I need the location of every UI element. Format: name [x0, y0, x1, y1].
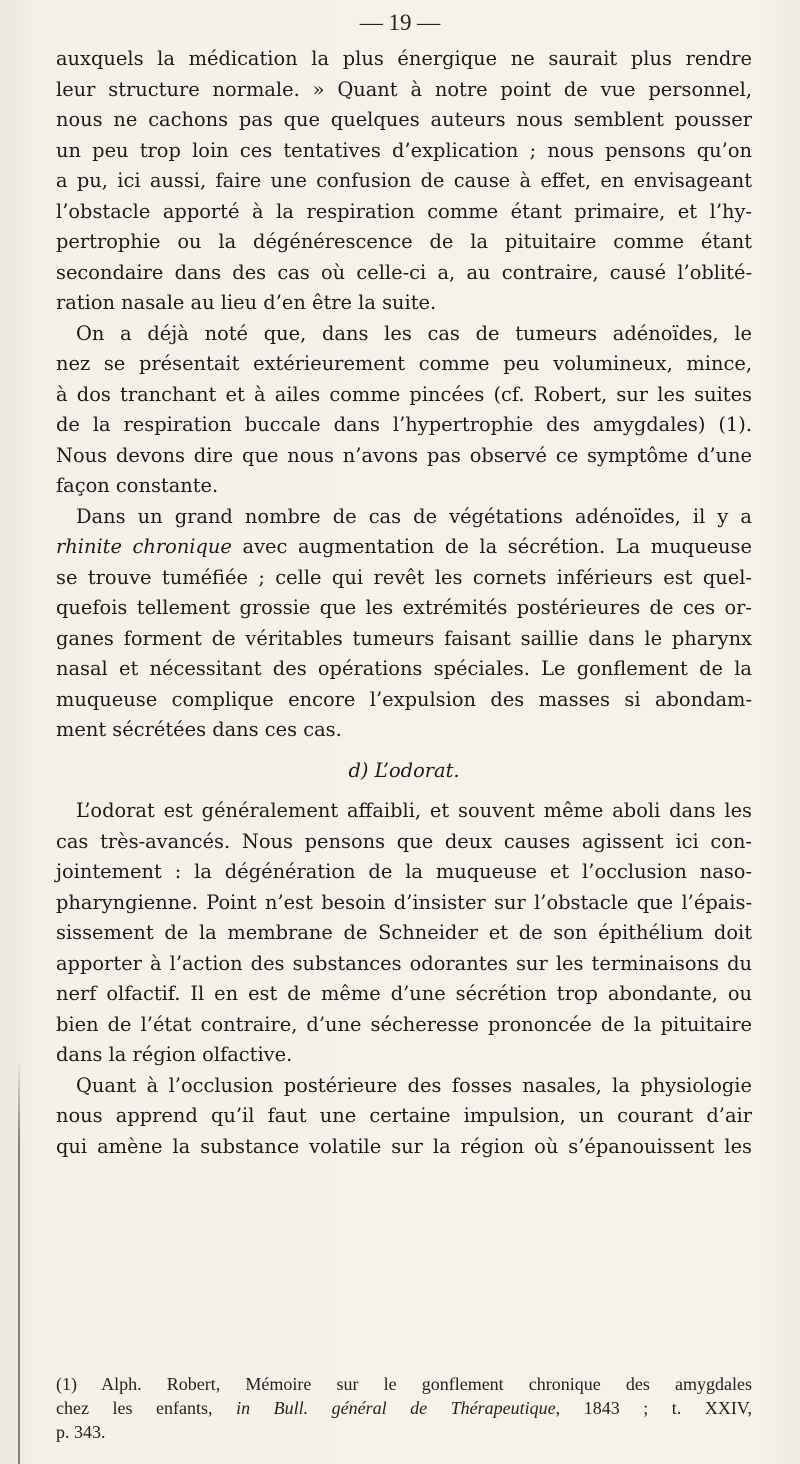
italic-citation: in Bull. général de Thérapeutique	[236, 1398, 556, 1418]
text-line: L’odorat est généralement affaibli, et souvent même aboli dans les	[76, 799, 752, 822]
text-line: dans la région olfactive.	[56, 1043, 293, 1066]
text-line: à dos tranchant et à ailes comme pincées (cf. Robert, sur les suites	[56, 382, 752, 406]
text-line: un peu trop loin ces tentatives d’explication ; nous pensons qu’on	[56, 138, 752, 162]
text-line: secondaire dans des cas où celle-ci a, au contraire, causé l’oblité-	[56, 260, 752, 284]
text-line: bien de l’état contraire, d’une sécheresse prononcée de la pituitaire	[56, 1012, 752, 1036]
text-run: chez les enfants,	[56, 1398, 237, 1418]
text-line: nous ne cachons pas que quelques auteurs nous semblent pousser	[56, 108, 752, 131]
text-line: ration nasale au lieu d’en être la suite.	[56, 291, 437, 314]
text-line: nasal et nécessitant des opérations spéciales. Le gonflement de la	[56, 657, 752, 680]
text-line: quefois tellement grossie que les extrémités postérieures de ces or-	[56, 596, 752, 619]
text-line: sissement de la membrane de Schneider et de son épithélium doit	[56, 921, 752, 944]
text-line: jointement : la dégénération de la muqueuse et l’occlusion naso-	[56, 860, 752, 883]
text-line: nerf olfactif. Il en est de même d’une sécrétion trop abondante, ou	[56, 982, 752, 1005]
text-line: nous apprend qu’il faut une certaine impulsion, un courant d’air	[56, 1104, 752, 1127]
paragraph-3	[56, 502, 752, 746]
text-line: leur structure normale. » Quant à notre point de vue personnel,	[56, 77, 752, 101]
footnote-line: p. 343.	[56, 1422, 106, 1442]
italic-term: rhinite chronique	[56, 535, 232, 558]
margin-rule	[18, 1060, 20, 1464]
text-line: nez se présentait extérieurement comme peu volumineux, mince,	[56, 352, 752, 375]
text-line: a pu, ici aussi, faire une confusion de cause à effet, en envisageant	[56, 169, 752, 192]
text-line: Quant à l’occlusion postérieure des fosses nasales, la physiologie	[76, 1073, 752, 1097]
text-line: cas très-avancés. Nous pensons que deux causes agissent ici con-	[56, 829, 752, 853]
text-line: Nous devons dire que nous n’avons pas observé ce symptôme d’une	[56, 443, 752, 467]
text-line: Dans un grand nombre de cas de végétations adénoïdes, il y a	[76, 504, 752, 528]
body-text	[56, 44, 752, 1162]
text-line: apporter à l’action des substances odorantes sur les terminaisons du	[56, 951, 752, 975]
footnote-line: (1) Alph. Robert, Mémoire sur le gonflement chronique des amygdales	[56, 1374, 752, 1394]
text-line: On a déjà noté que, dans les cas de tumeurs adénoïdes, le	[76, 321, 752, 345]
footnote	[56, 1372, 752, 1444]
text-line: qui amène la substance volatile sur la région où s’épanouissent les	[56, 1134, 752, 1158]
paragraph-2	[56, 319, 752, 502]
text-line: ment sécrétées dans ces cas.	[56, 718, 342, 741]
paragraph-5	[56, 1071, 752, 1163]
text-run: avec augmentation de la sécrétion. La muqueuse	[231, 535, 752, 558]
text-line: se trouve tuméfiée ; celle qui revêt les cornets inférieurs est quel-	[56, 565, 752, 589]
text-line: pertrophie ou la dégénérescence de la pituitaire comme étant	[56, 230, 752, 253]
text-line: ganes forment de véritables tumeurs faisant saillie dans le pharynx	[56, 626, 752, 650]
text-line: muqueuse complique encore l’expulsion des masses si abondam-	[56, 687, 752, 711]
text-line: de la respiration buccale dans l’hypertrophie des amygdales) (1).	[56, 413, 752, 436]
footnote-line	[56, 1396, 752, 1420]
text-line: auxquels la médication la plus énergique ne saurait plus rendre	[56, 47, 752, 70]
text-line: pharyngienne. Point n’est besoin d’insister sur l’obstacle que l’épais-	[56, 890, 752, 914]
text-run: , 1843 ; t. XXIV,	[555, 1398, 752, 1418]
paragraph-4	[56, 796, 752, 1071]
page-number: — 19 —	[359, 10, 441, 35]
text-line: façon constante.	[56, 474, 219, 497]
text-line: l’obstacle apporté à la respiration comme étant primaire, et l’hy-	[56, 199, 752, 223]
text-line	[56, 532, 752, 563]
paragraph-1	[56, 44, 752, 319]
section-heading: d) L’odorat.	[348, 758, 460, 782]
